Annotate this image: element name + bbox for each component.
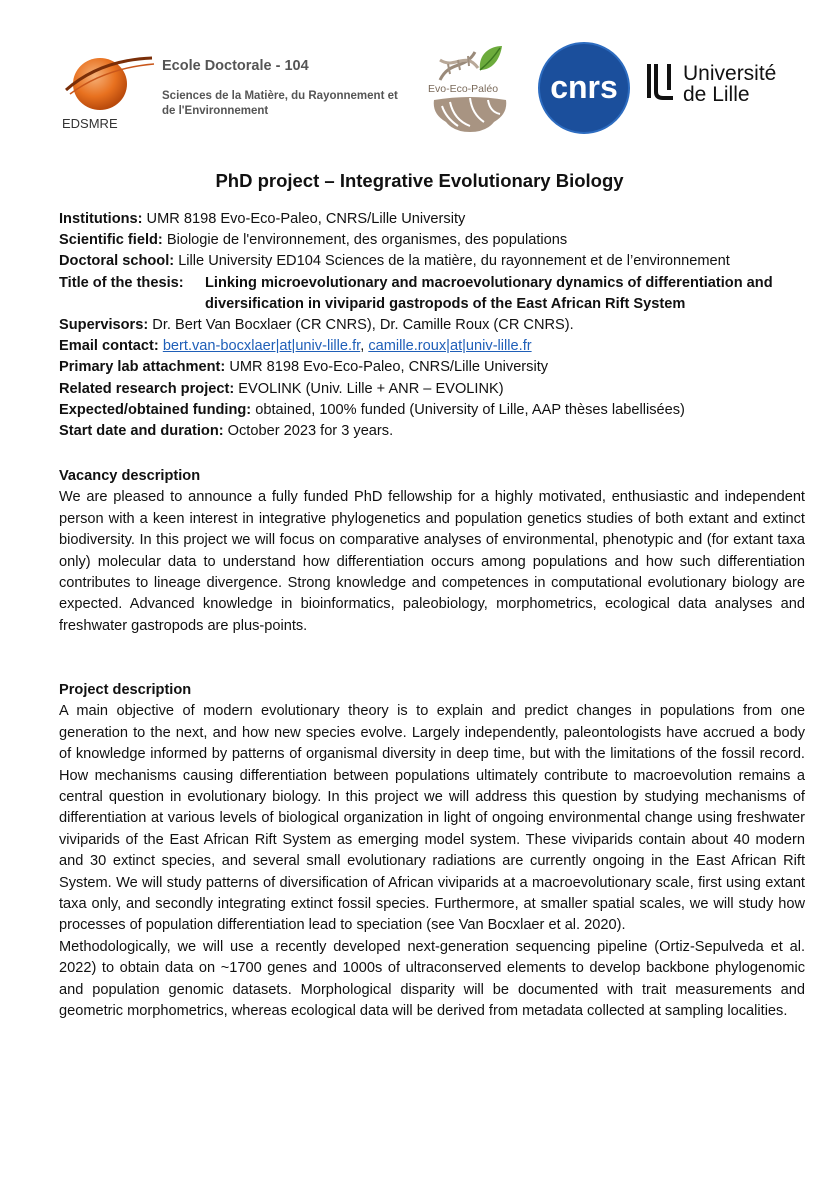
institutions-value: UMR 8198 Evo-Eco-Paleo, CNRS/Lille University: [142, 211, 466, 227]
project-paragraph-2: Methodologically, we will use a recently developed next-generation sequencing pipeline (Ortiz-Sepulveda et al. 2022) to obtain data on ~1700 genes and 1000s of ultraconserved elements to develop backbone phylogenomic and population genomic datasets. Morphological disparity will be documented with trait measurements and geometric morphometrics, whereas ecological data will be derived from metadata collected at sampling localities.: [59, 938, 805, 1020]
doctoral-school-row: [59, 251, 809, 272]
supervisors-value: Dr. Bert Van Bocxlaer (CR CNRS), Dr. Camille Roux (CR CNRS).: [148, 317, 574, 334]
scientific-field-row: [59, 230, 809, 251]
thesis-title-value: [205, 273, 773, 315]
scientific-field-label: Scientific field:: [59, 232, 163, 249]
evo-eco-paleo-logo-text: Evo-Eco-Paléo: [428, 83, 499, 95]
related-project-row: [59, 379, 809, 400]
email-separator: ,: [360, 338, 369, 355]
thesis-title-label: Title of the thesis:: [59, 274, 184, 291]
related-project-value: EVOLINK (Univ. Lille + ANR – EVOLINK): [234, 380, 504, 397]
vacancy-section: [59, 466, 805, 637]
thesis-title-line2: diversification in viviparid gastropods of the East African Rift System: [205, 295, 686, 312]
primary-lab-row: [59, 357, 809, 378]
email-contact-label: Email contact:: [59, 338, 159, 355]
cnrs-logo: [536, 42, 632, 134]
universite-de-lille-logo: [645, 58, 805, 108]
institutions-row: [59, 209, 809, 230]
supervisors-label: Supervisors:: [59, 317, 149, 334]
project-heading: Project description: [59, 682, 192, 698]
project-info: [59, 209, 809, 442]
vacancy-heading: Vacancy description: [59, 468, 201, 484]
email-link-van-bocxlaer[interactable]: bert.van-bocxlaer|at|univ-lille.fr: [162, 338, 361, 355]
university-name-line1: Université: [683, 62, 777, 85]
related-project-label: Related research project:: [59, 380, 235, 397]
university-name-line2: de Lille: [683, 83, 750, 106]
doctoral-school-label: Doctoral school:: [59, 253, 175, 270]
project-paragraph-1: A main objective of modern evolutionary theory is to explain and predict changes in populations from one generation to the next, and how new species evolve. Largely independently, paleontologists have accrued a body of knowledge informed by patterns of organismal diversity in deep time, but with the limitations of the fossil record. How mechanisms causing differentiation between populations ultimately contribute to macroevolution remains a central question in evolutionary biology. In this project we will address this question by studying mechanisms of differentiation at various levels of biological organization in light of ongoing environmental change using freshwater viviparids of the East African Rift System as emerging model system. These viviparids contain about 40 modern and 30 extinct species, and several small evolutionary radiations are currently ongoing in the East African Rift System. We will study patterns of diversification of African viviparids at a macroevolutionary scale, first using extant taxa only, and secondly integrating extinct fossil species. Furthermore, at smaller spatial scales, we will study how processes of population differentiation lead to speciation (see Van Bocxlaer et al. 2020).: [59, 703, 805, 934]
email-link-roux[interactable]: camille.roux|at|univ-lille.fr: [368, 338, 532, 355]
start-date-label: Start date and duration:: [59, 423, 224, 440]
funding-label: Expected/obtained funding:: [59, 401, 252, 418]
edsmre-logo-text: EDSMRE: [62, 116, 118, 130]
doctoral-school-title: Ecole Doctorale - 104: [162, 58, 309, 74]
primary-lab-label: Primary lab attachment:: [59, 359, 226, 376]
doctoral-school-value: Lille University ED104 Sciences de la matière, du rayonnement et de l’environnement: [174, 253, 730, 270]
vacancy-text: We are pleased to announce a fully funded PhD fellowship for a highly motivated, enthusiastic and independent person with a keen interest in integrative phylogenetics and population genetics studies of both extant and extinct biodiversity. In this project we will focus on comparative analyses of environmental, phenotypic and (for extant taxa only) molecular data to understand how differentiation occurs among populations and how such differentiation contributes to lineage divergence. Strong knowledge and competences in computational evolutionary biology are expected. Advanced knowledge in bioinformatics, paleobiology, morphometrics, ecological data analyses and freshwater gastropods are plus-points.: [59, 489, 805, 634]
doctoral-school-subtitle: Sciences de la Matière, du Rayonnement et de l'Environnement: [162, 90, 398, 117]
project-section: [59, 680, 805, 1023]
funding-value: obtained, 100% funded (University of Lille, AAP thèses labellisées): [251, 401, 685, 418]
start-date-row: [59, 421, 809, 442]
thesis-title-line1: Linking microevolutionary and macroevolutionary dynamics of differentiation and: [205, 274, 773, 291]
supervisors-row: [59, 315, 809, 336]
email-contact-row: [59, 336, 809, 357]
cnrs-logo-text: cnrs: [550, 69, 618, 105]
page-title: PhD project – Integrative Evolutionary Biology: [215, 170, 624, 191]
edsmre-logo: [60, 50, 160, 130]
primary-lab-value: UMR 8198 Evo-Eco-Paleo, CNRS/Lille University: [225, 359, 549, 376]
thesis-title-row: [59, 273, 809, 315]
funding-row: [59, 400, 809, 421]
institutions-label: Institutions:: [59, 211, 143, 227]
start-date-value: October 2023 for 3 years.: [223, 423, 394, 440]
evo-eco-paleo-logo: [420, 40, 520, 136]
scientific-field-value: Biologie de l'environnement, des organismes, des populations: [162, 232, 568, 249]
